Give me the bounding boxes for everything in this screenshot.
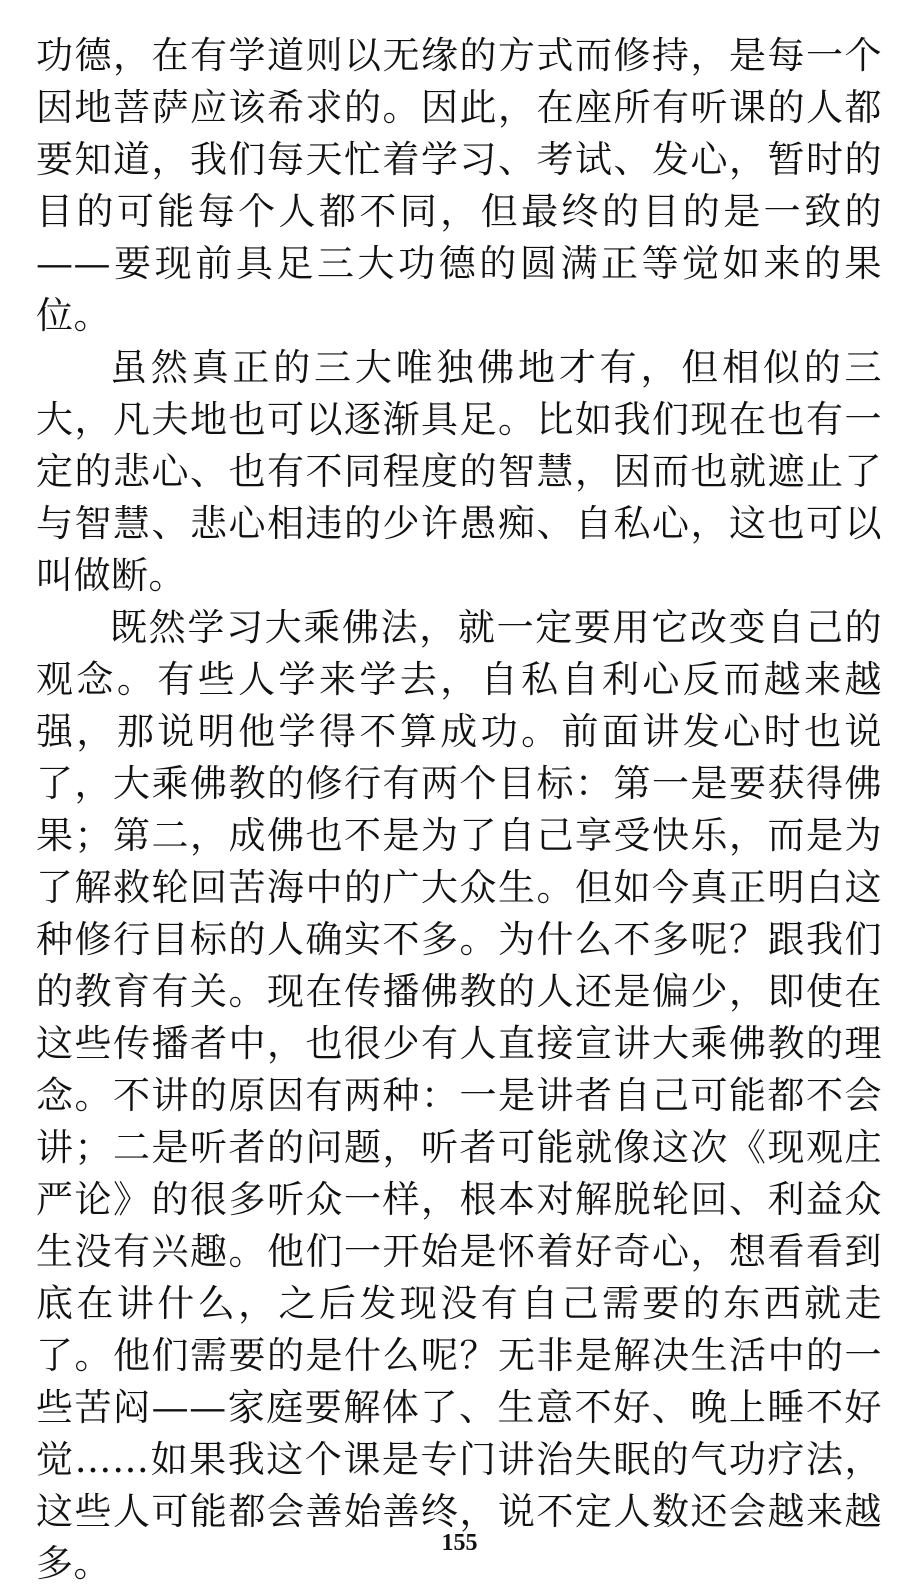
paragraph: 虽然真正的三大唯独佛地才有，但相似的三大，凡夫地也可以逐渐具足。比如我们现在也有一定的悲心、也有不同程度的智慧，因而也就遮止了与智慧、悲心相违的少许愚痴、自私心，这也可以叫做断。	[36, 346, 882, 597]
page-body	[36, 30, 882, 1590]
paragraph: 既然学习大乘佛法，就一定要用它改变自己的观念。有些人学来学去，自私自利心反而越来越强，那说明他学得不算成功。前面讲发心时也说了，大乘佛教的修行有两个目标：第一是要获得佛果；第二，成佛也不是为了自己享受快乐，而是为了解救轮回苦海中的广大众生。但如今真正明白这种修行目标的人确实不多。为什么不多呢？跟我们的教育有关。现在传播佛教的人还是偏少，即使在这些传播者中，也很少有人直接宣讲大乘佛教的理念。不讲的原因有两种：一是讲者自己可能都不会讲；二是听者的问题，听者可能就像这次《现观庄严论》的很多听众一样，根本对解脱轮回、利益众生没有兴趣。他们一开始是怀着好奇心，想看看到底在讲什么，之后发现没有自己需要的东西就走了。他们需要的是什么呢？无非是解决生活中的一些苦闷——家庭要解体了、生意不好、晚上睡不好觉……如果我这个课是专门讲治失眠的气功疗法，这些人可能都会善始善终，说不定人数还会越来越多。	[36, 606, 882, 1585]
page-number: 155	[441, 1530, 478, 1556]
paragraph: 功德，在有学道则以无缘的方式而修持，是每一个因地菩萨应该希求的。因此，在座所有听课的人都要知道，我们每天忙着学习、考试、发心，暂时的目的可能每个人都不同，但最终的目的是一致的——要现前具足三大功德的圆满正等觉如来的果位。	[36, 34, 882, 337]
